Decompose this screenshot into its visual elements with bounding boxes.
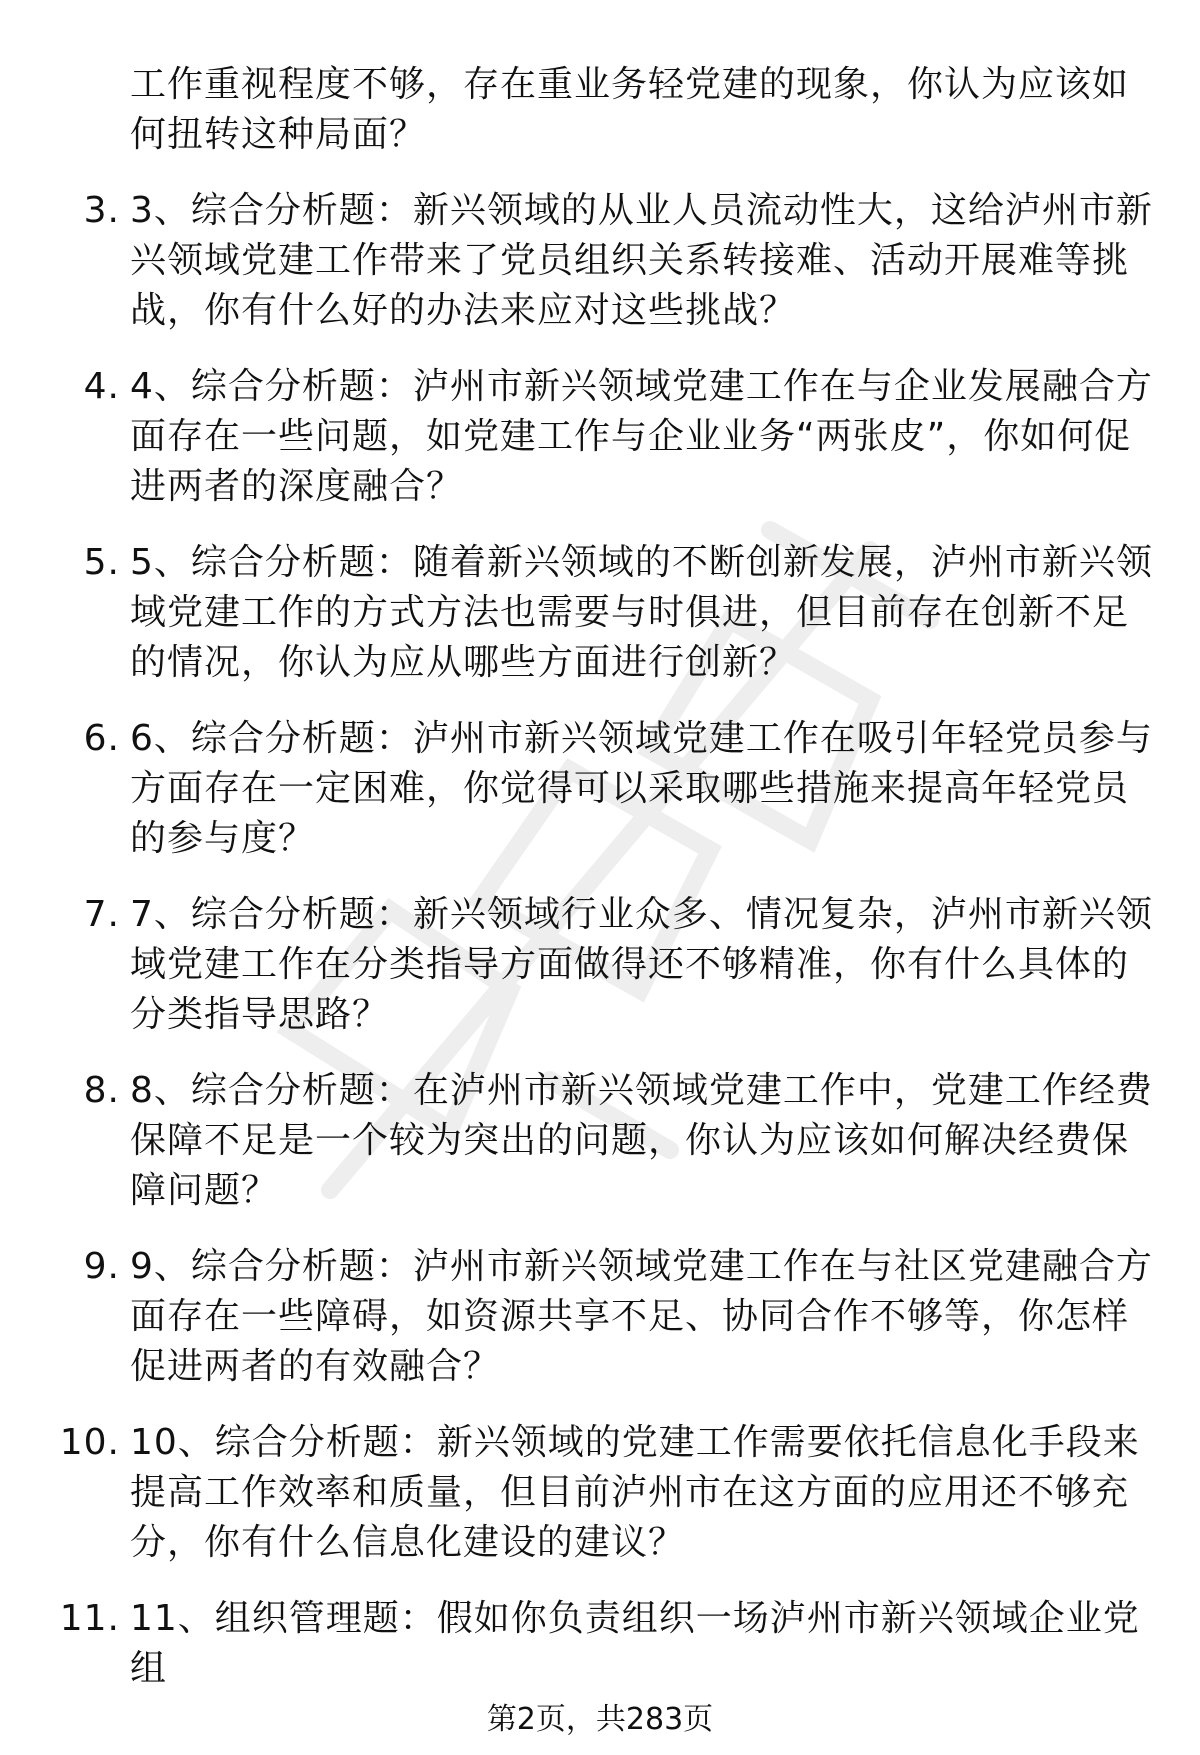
- item-number: 6.: [83, 718, 120, 759]
- item-text: 7、综合分析题：新兴领域行业众多、情况复杂，泸州市新兴领域党建工作在分类指导方面做得还不够精准，你有什么具体的分类指导思路？: [130, 894, 1153, 1035]
- item-number: 9.: [83, 1246, 120, 1287]
- list-item: [0, 1594, 1200, 1694]
- item-number: 5.: [83, 542, 120, 583]
- item-text: 6、综合分析题：泸州市新兴领域党建工作在吸引年轻党员参与方面存在一定困难，你觉得可以采取哪些措施来提高年轻党员的参与度？: [130, 718, 1153, 859]
- item-number: 11.: [59, 1598, 120, 1639]
- page-footer: 第2页，共283页: [486, 1702, 714, 1737]
- list-item: [0, 1242, 1200, 1392]
- list-item: [0, 362, 1200, 512]
- list-item: [0, 890, 1200, 1040]
- item-text: 8、综合分析题：在泸州市新兴领域党建工作中，党建工作经费保障不足是一个较为突出的问题，你认为应该如何解决经费保障问题？: [130, 1070, 1153, 1211]
- item-text: 10、综合分析题：新兴领域的党建工作需要依托信息化手段来提高工作效率和质量，但目前泸州市在这方面的应用还不够充分，你有什么信息化建设的建议？: [130, 1422, 1140, 1563]
- list-item: [0, 714, 1200, 864]
- item-text: 4、综合分析题：泸州市新兴领域党建工作在与企业发展融合方面存在一些问题，如党建工作与企业业务“两张皮”，你如何促进两者的深度融合？: [130, 366, 1153, 507]
- list-item: [0, 1066, 1200, 1216]
- item-number: 8.: [83, 1070, 120, 1111]
- item-number: 10.: [59, 1422, 120, 1463]
- item-number: 7.: [83, 894, 120, 935]
- item-text: 11、组织管理题：假如你负责组织一场泸州市新兴领域企业党组: [130, 1598, 1140, 1689]
- list-item: [0, 538, 1200, 688]
- item-number: 3.: [83, 190, 120, 231]
- list-item: [0, 186, 1200, 336]
- item-text: 5、综合分析题：随着新兴领域的不断创新发展，泸州市新兴领域党建工作的方式方法也需要与时俱进，但目前存在创新不足的情况，你认为应从哪些方面进行创新？: [130, 542, 1153, 683]
- list-item: [0, 1418, 1200, 1568]
- item-number: 4.: [83, 366, 120, 407]
- item-text: 9、综合分析题：泸州市新兴领域党建工作在与社区党建融合方面存在一些障碍，如资源共享不足、协同合作不够等，你怎样促进两者的有效融合？: [130, 1246, 1153, 1387]
- continuation-paragraph: 工作重视程度不够，存在重业务轻党建的现象，你认为应该如何扭转这种局面？: [130, 64, 1130, 155]
- question-list: [0, 60, 1200, 1694]
- item-text: 3、综合分析题：新兴领域的从业人员流动性大，这给泸州市新兴领域党建工作带来了党员组织关系转接难、活动开展难等挑战，你有什么好的办法来应对这些挑战？: [130, 190, 1153, 331]
